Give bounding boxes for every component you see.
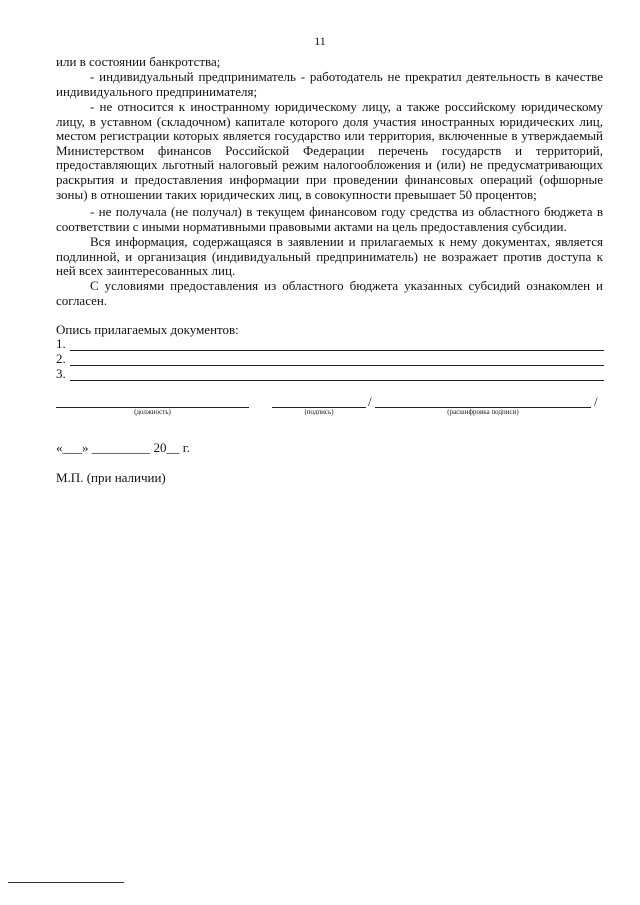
document-row-3[interactable] bbox=[56, 367, 604, 381]
document-fill-line[interactable] bbox=[70, 354, 604, 366]
paragraph-no-funds bbox=[56, 205, 603, 234]
paragraph-entrepreneur bbox=[56, 70, 603, 99]
document-fill-line[interactable] bbox=[70, 339, 604, 351]
decoding-caption: (расшифровка подписи) bbox=[447, 408, 519, 416]
paragraph-text: - не относится к иностранному юридическому лицу, а также российскому юридическому лицу, в уставном (складочном) капитале которого доля участия иностранных юридических лиц, местом регистрации которых является государство или территория, включенные в утверждаемый Министерством финансов Российской Федерации перечень государств и территорий, предоставляющих льготный налоговый режим налогообложения и (или) не предусматривающих раскрытия и предоставления информации при проведении финансовых операций (офшорные зоны) в отношении таких юридических лиц, в совокупности превышает 50 процентов; bbox=[56, 99, 603, 202]
position-caption: (должность) bbox=[134, 408, 171, 416]
document-fill-line[interactable] bbox=[70, 369, 604, 381]
page-number: 11 bbox=[314, 34, 326, 48]
stamp-note: М.П. (при наличии) bbox=[56, 470, 166, 485]
document-row-2[interactable] bbox=[56, 352, 604, 366]
date-line[interactable]: «___» _________ 20__ г. bbox=[56, 440, 190, 455]
paragraph-foreign-entity bbox=[56, 100, 603, 202]
paragraph-conditions-agreement bbox=[56, 279, 603, 308]
paragraph-text: Вся информация, содержащаяся в заявлении и прилагаемых к нему документах, является подлинной, и организация (индивидуальный предприниматель) не возражает против доступа к ней всех заинтересованных лиц. bbox=[56, 234, 603, 279]
paragraph-information-authentic bbox=[56, 235, 603, 279]
paragraph-text: С условиями предоставления из областного бюджета указанных субсидий ознакомлен и согласен. bbox=[56, 278, 603, 308]
document-row-1[interactable] bbox=[56, 337, 604, 351]
paragraph-text: - индивидуальный предприниматель - работодатель не прекратил деятельность в качестве индивидуального предпринимателя; bbox=[56, 69, 603, 99]
document-row-number: 2. bbox=[56, 351, 66, 366]
document-row-number: 1. bbox=[56, 336, 66, 351]
paragraph-text: или в состоянии банкротства; bbox=[56, 54, 221, 69]
signature-slash: / bbox=[368, 394, 372, 409]
paragraph-text: - не получала (не получал) в текущем финансовом году средства из областного бюджета в соответствии с иными нормативными правовыми актами на цель предоставления субсидии. bbox=[56, 204, 603, 234]
document-row-number: 3. bbox=[56, 366, 66, 381]
paragraph-bankruptcy-end bbox=[56, 55, 603, 70]
decoding-slash: / bbox=[594, 394, 598, 409]
documents-list-label: Опись прилагаемых документов: bbox=[56, 322, 239, 337]
signature-caption: (подпись) bbox=[304, 408, 334, 416]
footer-rule bbox=[8, 882, 124, 883]
